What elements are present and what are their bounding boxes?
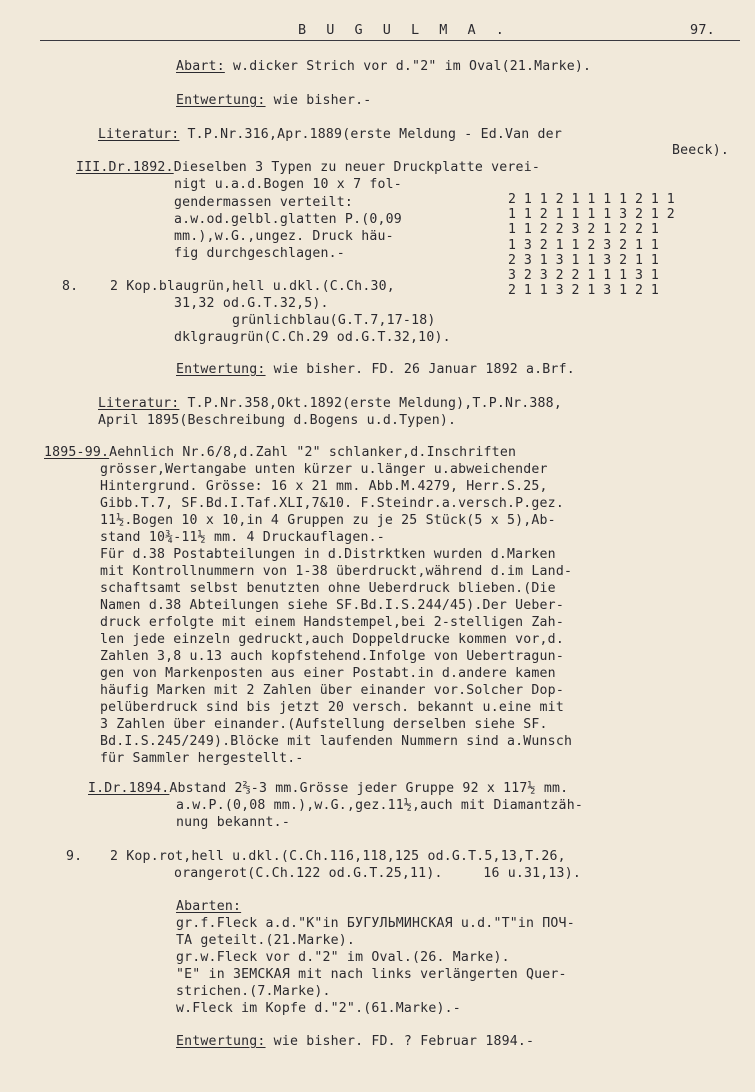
printing-iii-text: gendermassen verteilt: (174, 195, 354, 210)
issue-1895-text: Gibb.T.7, SF.Bd.I.Taf.XLI,7&10. F.Steindr.a.versch.P.gez. (100, 496, 564, 511)
printing-i-text: a.w.P.(0,08 mm.),w.G.,gez.11½,auch mit Diamantzäh- (176, 798, 583, 813)
issue-1895-text: Bd.I.S.245/249).Blöcke mit laufenden Nummern sind a.Wunsch (100, 734, 573, 749)
entwertung-label: Entwertung: (176, 362, 266, 377)
entwertung-label: Entwertung: (176, 93, 266, 108)
printing-iii-line (76, 159, 540, 176)
printing-i-text: nung bekannt.- (176, 815, 290, 830)
item-9-line: 2 Kop.rot,hell u.dkl.(C.Ch.116,118,125 od.G.T.5,13,T.26, (110, 849, 566, 864)
literatur-label: Literatur: (98, 396, 180, 411)
printing-i-text: Abstand 2⅔-3 mm.Grösse jeder Gruppe 92 x 117½ mm. (169, 781, 569, 796)
printing-i-line (88, 780, 568, 797)
item-number: 9. (66, 849, 83, 864)
sheet-type-grid (508, 192, 675, 298)
issue-1895-text: mit Kontrollnummern von 1-38 überdruckt,während d.im Land- (100, 564, 573, 579)
entwertung-line (176, 1033, 534, 1050)
item-8-line: 31,32 od.G.T.32,5). (174, 296, 329, 311)
grid-row: 2 1 1 3 2 1 3 1 2 1 (508, 283, 659, 299)
issue-1895-text: Hintergrund. Grösse: 16 x 21 mm. Abb.M.4279, Herr.S.25, (100, 479, 548, 494)
issue-1895-text: Zahlen 3,8 u.13 auch kopfstehend.Infolge von Uebertragun- (100, 649, 564, 664)
grid-row: 1 1 2 2 3 2 1 2 2 1 (508, 222, 659, 238)
issue-1895-text: 11½.Bogen 10 x 10,in 4 Gruppen zu je 25 Stück(5 x 5),Ab- (100, 513, 556, 528)
abart-text: w.dicker Strich vor d."2" im Oval(21.Marke). (224, 59, 592, 74)
literatur-line (98, 395, 562, 412)
grid-row: 1 3 2 1 1 2 3 2 1 1 (508, 237, 659, 253)
printing-iii-text: fig durchgeschlagen.- (174, 246, 345, 261)
issue-1895-text: 3 Zahlen über einander.(Aufstellung derselben siehe SF. (100, 717, 548, 732)
entwertung-line (176, 92, 371, 109)
printing-i-label: I.Dr.1894. (88, 781, 170, 796)
issue-1895-text: Namen d.38 Abteilungen siehe SF.Bd.I.S.244/45).Der Ueber- (100, 598, 564, 613)
page-number: 97. (690, 22, 715, 38)
item-8-line: dklgraugrün(C.Ch.29 od.G.T.32,10). (174, 330, 451, 345)
issue-1895-text: Aehnlich Nr.6/8,d.Zahl "2" schlanker,d.Inschriften (109, 445, 517, 460)
literatur-line (98, 126, 562, 143)
abarten-line: gr.w.Fleck vor d."2" im Oval.(26. Marke). (176, 950, 510, 965)
literatur-label: Literatur: (98, 127, 180, 142)
abarten-label: Abarten: (176, 899, 242, 914)
item-8-line: 2 Kop.blaugrün,hell u.dkl.(C.Ch.30, (110, 279, 395, 294)
abarten-line: strichen.(7.Marke). (176, 984, 331, 999)
grid-row: 2 1 1 2 1 1 1 1 2 1 1 (508, 192, 675, 207)
literatur-text: T.P.Nr.316,Apr.1889(erste Meldung - Ed.Van der (179, 127, 562, 142)
issue-1895-text: grösser,Wertangabe unten kürzer u.länger u.abweichender (100, 462, 548, 477)
printing-iii-text: nigt u.a.d.Bogen 10 x 7 fol- (174, 177, 402, 192)
issue-1895-text: druck erfolgte mit einem Handstempel,bei 2-stelligen Zah- (100, 615, 564, 630)
entwertung-text: wie bisher. FD. 26 Januar 1892 a.Brf. (265, 362, 575, 377)
grid-row: 2 3 1 3 1 1 3 2 1 1 (508, 252, 659, 268)
entwertung-text: wie bisher.- (265, 93, 372, 108)
literatur-continuation: Beeck). (672, 143, 729, 158)
abarten-line: TA geteilt.(21.Marke). (176, 933, 356, 948)
printing-iii-text: Dieselben 3 Typen zu neuer Druckplatte verei- (173, 160, 540, 175)
abart-label: Abart: (176, 59, 225, 74)
printing-iii-text: mm.),w.G.,ungez. Druck häu- (174, 229, 394, 244)
issue-1895-text: für Sammler hergestellt.- (100, 751, 304, 766)
printing-iii-label: III.Dr.1892. (76, 160, 174, 175)
issue-1895-text: Für d.38 Postabteilungen in d.Distrktken wurden d.Marken (100, 547, 556, 562)
running-header: B U G U L M A . (298, 22, 510, 38)
abart-line (176, 58, 591, 75)
issue-1895-label: 1895-99. (44, 445, 110, 460)
entwertung-text: wie bisher. FD. ? Februar 1894.- (265, 1034, 535, 1049)
abarten-line: gr.f.Fleck a.d."K"in БУГУЛЬМИНСКАЯ u.d."T"in ПОЧ- (176, 916, 575, 931)
issue-1895-text: häufig Marken mit 2 Zahlen über einander vor.Solcher Dop- (100, 683, 564, 698)
issue-1895-text: pelüberdruck sind bis jetzt 20 versch. bekannt u.eine mit (100, 700, 564, 715)
entwertung-line (176, 361, 575, 378)
item-number: 8. (62, 279, 79, 294)
issue-1895-text: len jede einzeln gedruckt,auch Doppeldrucke kommen vor,d. (100, 632, 564, 647)
issue-1895-line (44, 444, 516, 461)
grid-row: 3 2 3 2 2 1 1 1 3 1 (508, 267, 659, 283)
issue-1895-text: stand 10¾-11½ mm. 4 Druckauflagen.- (100, 530, 385, 545)
abarten-line: "E" in ЗЕМСКАЯ mit nach links verlängerten Quer- (176, 967, 567, 982)
issue-1895-text: gen von Markenposten aus einer Postabt.in d.andere kamen (100, 666, 556, 681)
item-8-line: grünlichblau(G.T.7,17-18) (232, 313, 436, 328)
printing-iii-text: a.w.od.gelbl.glatten P.(0,09 (174, 212, 402, 227)
abarten-line: w.Fleck im Kopfe d."2".(61.Marke).- (176, 1001, 461, 1016)
literatur-continuation: April 1895(Beschreibung d.Bogens u.d.Typen). (98, 413, 457, 428)
grid-row: 1 1 2 1 1 1 1 3 2 1 2 (508, 207, 675, 223)
literatur-text: T.P.Nr.358,Okt.1892(erste Meldung),T.P.Nr.388, (179, 396, 562, 411)
entwertung-label: Entwertung: (176, 1034, 266, 1049)
issue-1895-text: schaftsamt selbst benutzten ohne Ueberdruck blieben.(Die (100, 581, 556, 596)
header-rule (40, 40, 740, 41)
item-9-line: orangerot(C.Ch.122 od.G.T.25,11). 16 u.31,13). (174, 866, 581, 881)
